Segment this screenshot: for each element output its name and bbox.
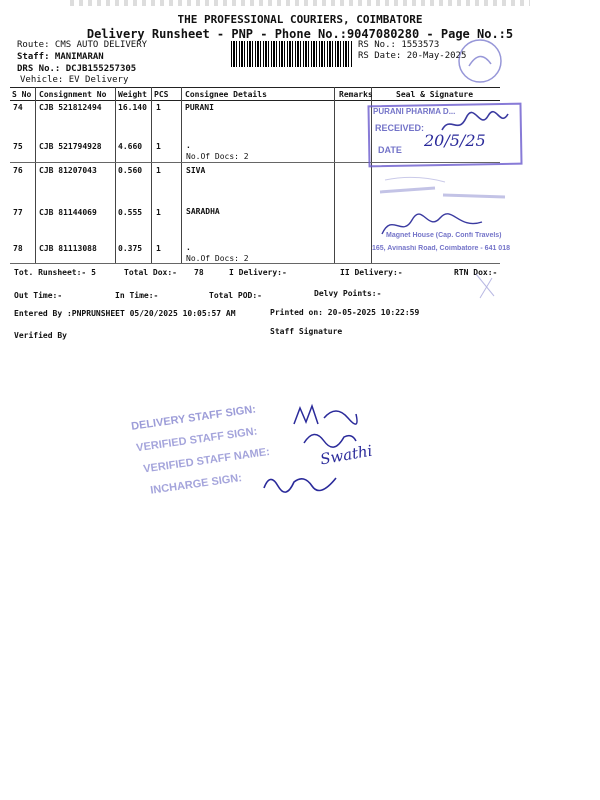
- vehicle-label: Vehicle: EV Delivery: [20, 75, 129, 85]
- delvy-points: Delvy Points:-: [314, 289, 382, 298]
- verified-by: Verified By: [14, 331, 67, 340]
- row-consignment: CJB 81144069: [39, 208, 97, 217]
- row-docs: No.Of Docs: 2: [186, 152, 249, 161]
- row-weight: 16.140: [118, 103, 147, 112]
- table-top-rule: [10, 87, 500, 88]
- staff-name-handwritten: Swathi: [318, 441, 374, 469]
- in-time: In Time:-: [115, 291, 159, 300]
- row-pcs: 1: [156, 244, 161, 253]
- row-consignee: PURANI: [185, 103, 214, 112]
- stamp-received: RECEIVED:: [375, 123, 425, 133]
- ii-delivery: II Delivery:-: [340, 268, 403, 277]
- th-remarks: Remarks: [339, 90, 373, 99]
- col-divider: [115, 87, 116, 263]
- row-consignee: .: [186, 141, 191, 150]
- row-sno: 74: [13, 103, 23, 112]
- th-seal: Seal & Signature: [396, 90, 474, 99]
- i-delivery: I Delivery:-: [229, 268, 287, 277]
- rs-number: RS No.: 1553573: [358, 40, 440, 50]
- stamp-verified-staff-name: VERIFIED STAFF NAME:: [142, 445, 271, 476]
- row-consignment: CJB 521812494: [39, 103, 102, 112]
- table-bottom-rule: [10, 263, 500, 264]
- row-sno: 75: [13, 142, 23, 151]
- row-sno: 78: [13, 244, 23, 253]
- printed-on: Printed on: 20-05-2025 10:22:59: [270, 308, 420, 317]
- stamp-incharge-sign: INCHARGE SIGN:: [149, 472, 243, 497]
- row-consignment: CJB 81207043: [39, 166, 97, 175]
- drs-number: DRS No.: DCJB155257305: [17, 64, 137, 74]
- row-pcs: 1: [156, 142, 161, 151]
- stamp-magnet-line2: 165, Avinashi Road, Coimbatore - 641 018: [372, 245, 510, 252]
- stamp-magnet-line1: Magnet House (Cap. Confi Travels): [386, 232, 502, 239]
- row-consignment: CJB 521794928: [39, 142, 102, 151]
- row-pcs: 1: [156, 166, 161, 175]
- rs-date: RS Date: 20-May-2025: [358, 51, 467, 61]
- row-weight: 0.555: [118, 208, 143, 217]
- stamp-verified-staff-sign: VERIFIED STAFF SIGN:: [135, 425, 259, 455]
- staff-label: Staff: MANIMARAN: [17, 52, 104, 62]
- incharge-signature: [260, 468, 340, 496]
- route-label: Route: CMS AUTO DELIVERY: [17, 40, 148, 50]
- company-name: THE PROFESSIONAL COURIERS, COIMBATORE: [177, 13, 423, 26]
- row-weight: 0.560: [118, 166, 143, 175]
- th-consignee: Consignee Details: [185, 90, 267, 99]
- row-pcs: 1: [156, 208, 161, 217]
- row-weight: 0.375: [118, 244, 143, 253]
- row-pcs: 1: [156, 103, 161, 112]
- row-weight: 4.660: [118, 142, 143, 151]
- row-docs: No.Of Docs: 2: [186, 254, 249, 263]
- th-consignment: Consignment No: [39, 90, 107, 99]
- table-header-rule: [10, 100, 500, 101]
- staff-signature-label: Staff Signature: [270, 327, 343, 336]
- col-divider: [334, 87, 335, 263]
- top-edge-print: [70, 0, 530, 6]
- tot-runsheet: Tot. Runsheet:- 5: [14, 268, 96, 277]
- margin-marks: [470, 270, 500, 302]
- th-weight: Weight: [118, 90, 147, 99]
- row-sno: 77: [13, 208, 23, 217]
- th-sno: S No: [12, 90, 32, 99]
- faint-stamp-marks: [375, 170, 515, 210]
- row-consignee: SARADHA: [186, 207, 220, 216]
- out-time: Out Time:-: [14, 291, 63, 300]
- runsheet-title: Delivery Runsheet - PNP - Phone No.:9047080280 - Page No.:5: [86, 27, 514, 41]
- received-signature: [440, 110, 510, 136]
- col-divider: [151, 87, 152, 263]
- stamp-delivery-staff-sign: DELIVERY STAFF SIGN:: [130, 403, 257, 433]
- col-divider: [181, 87, 182, 263]
- row-consignee: .: [186, 243, 191, 252]
- th-pcs: PCS: [154, 90, 169, 99]
- row-sno: 76: [13, 166, 23, 175]
- stamp-date-handwritten: 20/5/25: [424, 131, 486, 150]
- row-consignee: SIVA: [186, 166, 206, 175]
- col-divider: [35, 87, 36, 263]
- stamp-date-label: DATE: [378, 145, 402, 155]
- row-consignment: CJB 81113088: [39, 244, 97, 253]
- barcode: [231, 41, 353, 67]
- entered-by: Entered By :PNPRUNSHEET 05/20/2025 10:05:57 AM: [14, 309, 236, 318]
- stamp-company: PURANI PHARMA D...: [373, 107, 456, 116]
- total-pod: Total POD:-: [209, 291, 262, 300]
- total-dox-value: 78: [194, 268, 204, 277]
- rtn-dox: RTN Dox:-: [454, 268, 498, 277]
- round-stamp: [455, 36, 505, 86]
- total-dox-label: Total Dox:-: [124, 268, 177, 277]
